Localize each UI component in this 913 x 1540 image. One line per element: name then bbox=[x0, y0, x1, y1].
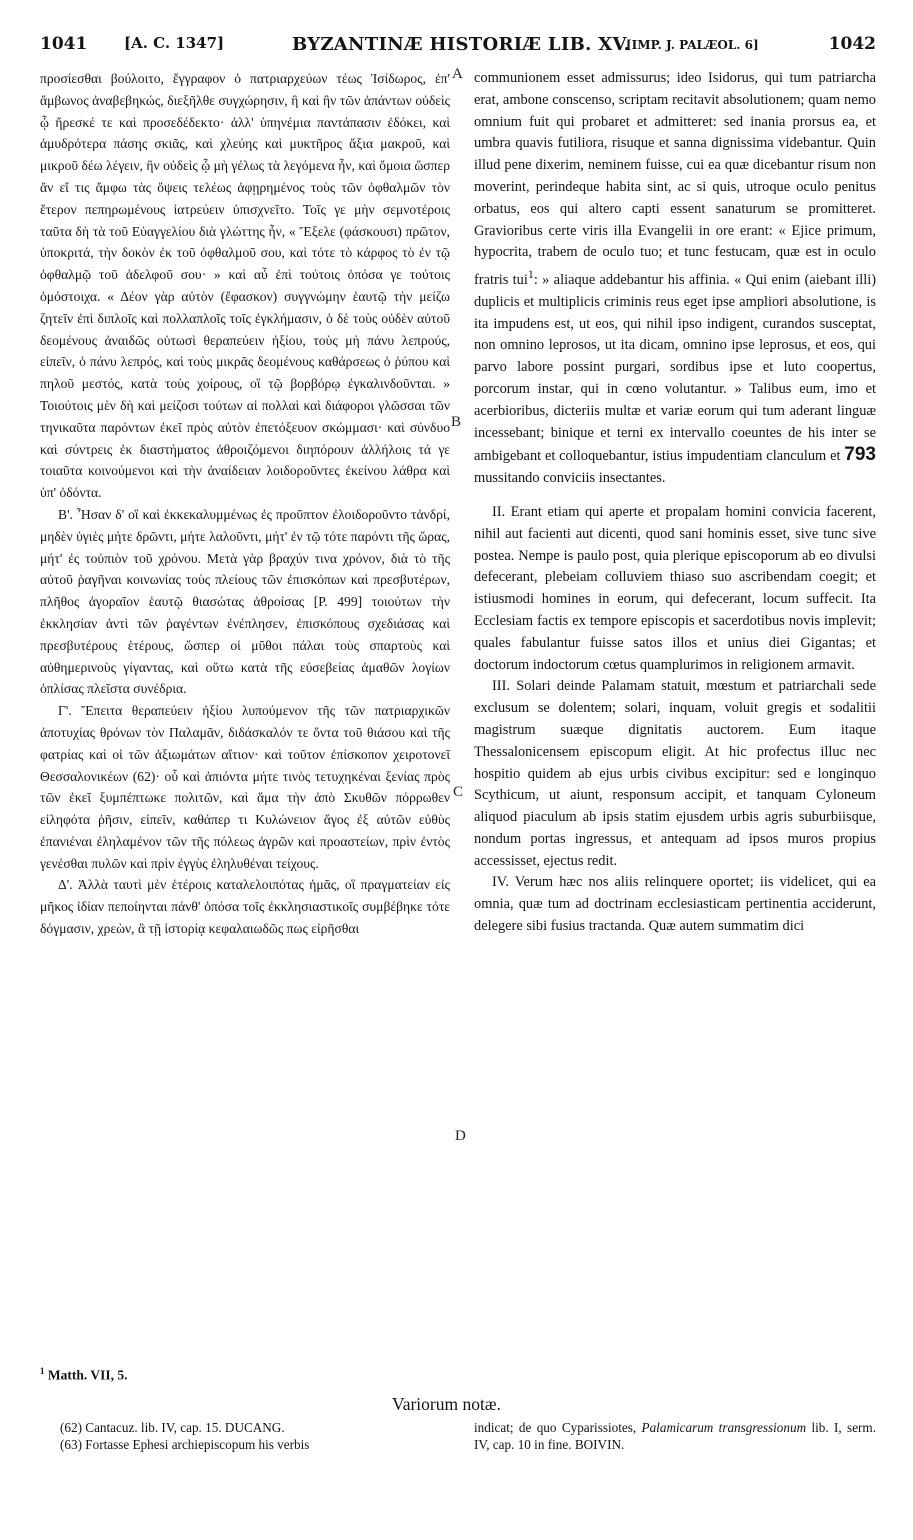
latin-p1-text-a: communionem esset admissurus; ideo Isidorus, qui tum patriarcha erat, ambone conscenso, scriptam recitavit absolutionem; quam nemo omnium fuit qui probaret et admitteret: sed inania prorsus ea, et umbra quavis futiliora, risuque et sanna dignissima videbantur. Quin illud pene dixerim, neminem fuisse, cui ea quæ dicebantur risum non moverint, perindeque habita sint, ac si quis, utroque oculo penitus orbatus, eos qui altero capti essent sanaturum se promitteret. Gravioribus certe viris illa Evangelii in ore erant: « Ejice primum, hypocrita, trabem de oculo tuo; et tunc festucam, quæ est in oculo fratris tui bbox=[474, 70, 876, 288]
greek-paragraph-3: Γ'. Ἔπειτα θεραπεύειν ἠξίου λυπούμενον τῆς τῶν πατριαρχικῶν ἀποτυχίας θρόνων τὸν Παλαμᾶν, διδάσκαλόν τε ὄντα τοῦ θιάσου καὶ τῆς φατρίας καὶ οἱ τῶν ἀξιωμάτων αἴτιον· καὶ τοῦτον ἐπίσκοπον χειροτονεῖ Θεσσαλονικέων (62)· οὗ καὶ ἀπιόντα μήτε τινὸς τετυχηκέναι ξενίας πρὸς τῶν ἐκεῖ ξυμπέπτωκε πολιτῶν, καὶ ἅμα τὴν ἀπὸ Σκυθῶν πόρρωθεν εἰληφότα ῥῆσιν, εἰπεῖν, καθάπερ τι Κυλώνειον ἄγος ἐξ αὐτῶν εὐθὺς ἐπανιέναι ἐληλαμένον τῶν τῆς πόλεως ἀγρῶν καὶ προαστείων, πρὶν ἐντὸς γενέσθαι πυλῶν καὶ πρὶν ἐγγὺς ἐληλυθέναι τείχους. bbox=[40, 703, 450, 871]
left-page-number: 1041 bbox=[40, 34, 88, 54]
header-year: [A. C. 1347] bbox=[124, 34, 225, 52]
latin-paragraph-3: III. Solari deinde Palamam statuit, mœstum et patriarchali sede exclusum se dolentem; solari, inquam, voluit gregis et sodalitii magistrum suæque dignitatis auctorem. Eum itaque Thessalonicensem episcopum eligit. At hic profectus illuc nec hospitio quidem ab ejus urbis civibus excipitur: sed e longinquo Scythicum, ut aiunt, responsum accipit, et tanquam Cyloneum aliquod piaculum ab ipsis statim ejusdem urbis agris suburbiisque, nondum portas ingressus, et antequam ad ipsos muros propius accessisset, ejectus redit. bbox=[474, 678, 876, 869]
footnote-text: Matth. VII, 5. bbox=[47, 1367, 128, 1383]
margin-marker-b: B bbox=[451, 414, 462, 430]
greek-paragraph-2: Β'. Ἦσαν δ' οἳ καὶ ἐκκεκαλυμμένως ἐς προῦπτον ἐλοιδοροῦντο τἀνδρί, μηδὲν ὑγιὲς μήτε δρῶντι, μήτε λαλοῦντι, μήτ' ἐν τῷ τότε παρόντι τῆς ὥρας, μήτ' ἐς τοὐπιὸν τοῦ χρόνου. Μετὰ γὰρ βραχύν τινα χρόνον, διὰ τὸ τῆς αὐτοῦ ῥαγῆναι κοινωνίας τοὺς πλείους τῶν ἐπισκόπων καὶ πρεσβυτέρων, πλῆθος ἀγοραῖον ἑαυτῷ θιασώτας ἀθροίσας [P. 499] τοιούτων τὴν ἐκκλησίαν ἀντὶ τῶν ῥαγέντων ἐνέπλησεν, ἐπισκόπους σχεδιάσας καὶ πρεσβυτέρους ἑτέρους, ὥσπερ οἱ μῦθοι πάλαι τοὺς σπαρτοὺς καὶ αὐθημερινοὺς γίγαντας, καὶ οὕτω κατὰ τῆς εὐσεβείας ἀμαθῶν λογίων ὁπλίσας πλεῖστα συνέδρια. bbox=[40, 506, 450, 697]
latin-paragraph-2: II. Erant etiam qui aperte et propalam homini convicia facerent, nihil aut facienti aut dicenti, quod sani hominis esset, sive tunc sive postea. Nempe is paulo post, quia plerique episcoporum ab eo divulsi defecerant, plebeiam colluviem thiaso suo ascribendam coegit; et istiusmodi homines in eorum, qui defecerant, locum suffecit. Ita Ecclesiam factis ex tempore episcopis et sacerdotibus novis implevit; quales fabulantur fuisse satos illos et unius diei Gigantas; et doctorum indoctorum cœtus quamplurimos in religionem armavit. bbox=[474, 503, 876, 673]
margin-marker-d: D bbox=[455, 1128, 466, 1144]
margin-marker-c: C bbox=[453, 784, 464, 800]
variorum-title: Variorum notæ. bbox=[392, 1394, 501, 1414]
latin-column bbox=[474, 68, 876, 938]
page-title: BYZANTINÆ HISTORIÆ LIB. XV. bbox=[292, 34, 631, 55]
greek-column bbox=[40, 68, 450, 940]
footnote bbox=[40, 1366, 128, 1384]
footnote-ref: 1 bbox=[527, 267, 534, 282]
running-header bbox=[40, 34, 876, 64]
header-emperor: [IMP. J. PALÆOL. 6] bbox=[626, 38, 759, 52]
greek-paragraph-4: Δ'. Ἀλλὰ ταυτὶ μὲν ἑτέροις καταλελοιπότας ἡμᾶς, οἳ πραγματείαν εἰς μῆκος ἰδίαν πεποίηνται πάνθ' ὁπόσα τοῖς ἐκκλησιαστικοῖς συμβέβηκε τότε δόγμασιν, χρεὼν, ἃ τῇ ἱστορίᾳ κεφαλαιωδῶς πως εἰρῆσθαι bbox=[40, 877, 450, 937]
margin-marker-a: A bbox=[452, 66, 463, 82]
latin-p1-text-c: mussitando conviciis insectantes. bbox=[474, 470, 666, 487]
note-63-title: Palamicarum transgressionum bbox=[641, 1420, 807, 1435]
note-62: (62) Cantacuz. lib. IV, cap. 15. DUCANG. bbox=[60, 1420, 285, 1435]
latin-p1-text-b: : » aliaque addebantur his affinia. « Qui enim (aiebant illi) duplicis et multiplicis criminis reus eget ipse ampliori absolutione, is ita impudens est, ut eos, qui nihil ipso indigent, curandos susceptat, non omnino leprosos, ut ita dicam, omnino ipse leprosus, et eos, qui parvo labore possint purgari, sordibus ipse et luto coopertus, porcorum instar, qui in cœno volutantur. » Talibus eum, imo et acerbioribus, dicteriis multæ et variæ eorum qui tum aderant linguæ incessebant; binique et terni ex intervallo coeuntes de his inter se ambigebant et colloquebantur, istius impudentiam clanculum et bbox=[474, 271, 877, 465]
latin-paragraph-4: IV. Verum hæc nos aliis relinquere oportet; iis videlicet, qui ea omnia, quæ tum ad doctrinam ecclesiasticam pertinentia acciderunt, delegere sibi fusius tractanda. Quæ autem summatim dici bbox=[474, 874, 876, 935]
right-page-number: 1042 bbox=[828, 34, 876, 54]
note-63-cont-a: indicat; de quo Cyparissiotes, bbox=[474, 1420, 642, 1435]
variorum-notes-left bbox=[60, 1419, 460, 1453]
greek-paragraph-1: προσίεσθαι βούλοιτο, ἔγγραφον ὁ πατριαρχεύων τέως Ἰσίδωρος, ἐπ' ἄμβωνος ἀναβεβηκώς, διεξῆλθε συγχώρησιν, ἣ καὶ ἣν τῶν ἁπάντων οὐδεὶς ᾧ ἤρεσκέ τε καὶ προσεδέδεκτο· ἀλλ' ὑπηνέμια παντάπασιν ἐδόκει, καὶ ἀμυδρότερα πάσης σκιᾶς, καὶ χλεύης καὶ μυκτῆρος ἄξια μακροῦ, καὶ μικροῦ δέω λέγειν, ἣν οὐδεὶς ᾧ μὴ γέλως τὰ λεγόμενα ἦν, καὶ ὅμοια ὥσπερ ἄν εἴ τις ἄμφω τὰς ὄψεις τελέως ἀφῃρημένος τοὺς τῶν ὀφθαλμῶν τὸν ἕτερον πεπηρωμένους ἰατρεύειν ὑπισχνεῖτο. Τοῖς γε μὴν σεμνοτέροις ταῦτα δὴ τὰ τοῦ Εὐαγγελίου διὰ γλώττης ἦν, « Ἔξελε (φάσκουσι) πρῶτον, ὑποκριτά, τὴν δοκὸν ἐκ τοῦ ὀφθαλμοῦ σου, καὶ τότε τὸ κάρφος τὸ ἐν τῷ ὀφθαλμῷ τοῦ ἀδελφοῦ σου· » καὶ αὖ ἐπὶ τούτοις ὁπόσα γε τούτοις ὁμόστοιχα. « Δέον γὰρ αὐτὸν (ἔφασκον) συγγνώμην ἑαυτῷ τὴν μείζω ζητεῖν ἐπὶ διπλοῖς καὶ πολλαπλοῖς τοῖς ἐγκλήμασιν, ὁ δὲ τοὺς οὐδὲν αὐτοῦ δεομένους ἀναιδῶς οὑτωσὶ θεραπεύειν ἠξίου, τοὺς μὴ πάνυ λεπρούς, εἰπεῖν, ὁ πάνυ λεπρός, καὶ τοὺς μικρᾶς δεομένους καθάρσεως ὁ ῥύπου καὶ πηλοῦ μεστός, κατὰ τοὺς χοίρους, οἳ τῷ βορβόρῳ ἐγκαλινδοῦνται. » Τοιούτοις μὲν δὴ καὶ μείζοσι τούτων αἱ πολλαὶ καὶ διάφοροι γλῶσσαι τῶν τηνικαῦτα παρόντων ἐκεῖ πρὸς αὐτὸν ἐπετόξευον σκώμμασι· καὶ σύνδυο καὶ σύντρεις ἐκ διαστήματος ἀθροιζόμενοι διηπόρουν ἀλλήλοις τά γε τοιαῦτα κοινούμενοι καὶ τὴν ἀναίδειαν λοιδοροῦντες ἐκείνου λάθρα καὶ ὑπ' ὀδόντα. bbox=[40, 71, 450, 501]
variorum-notes-right bbox=[474, 1419, 876, 1453]
footnote-number: 1 bbox=[40, 1366, 45, 1376]
note-63-cont-b: lib. I, serm. IV, cap. 10 in fine. BOIVIN. bbox=[474, 1420, 876, 1452]
latin-paragraph-1 bbox=[474, 68, 876, 490]
original-page-number: 793 bbox=[844, 444, 876, 466]
note-63: (63) Fortasse Ephesi archiepiscopum his verbis bbox=[60, 1437, 310, 1452]
